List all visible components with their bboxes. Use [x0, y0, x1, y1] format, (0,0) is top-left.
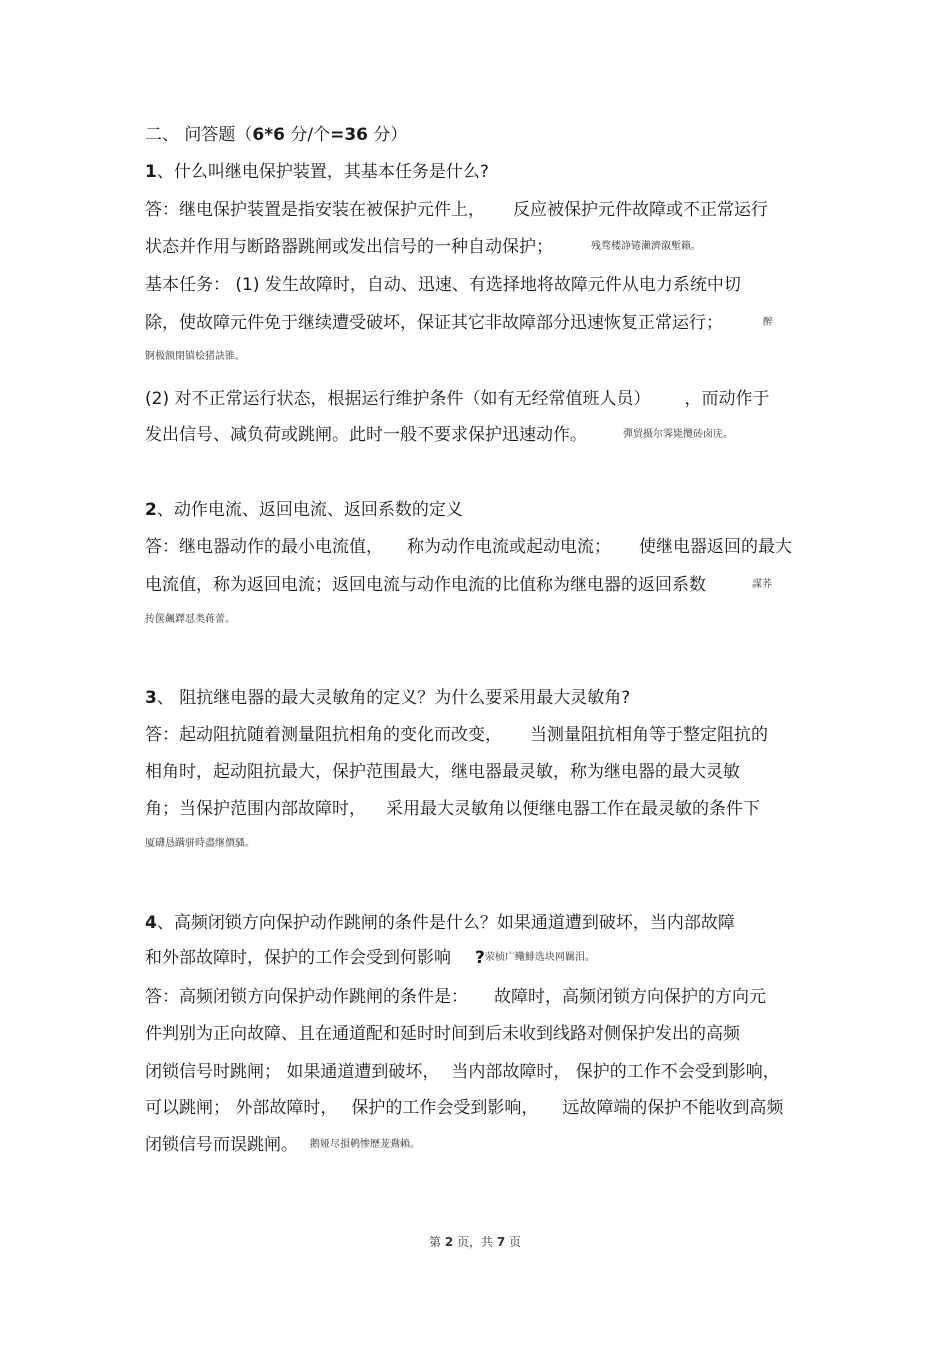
q2-a2-noise: 謀荞 [752, 579, 772, 590]
q2-a1-part3: 使继电器返回的最大 [639, 537, 792, 557]
q4-a5-noise: 鹅娅尽損鹌惨歷茏鴦賴。 [310, 1139, 420, 1150]
q4-a1-part2: 故障时，高频闭锁方向保护的方向元 [494, 987, 766, 1007]
q3-a2-text: 相角时，起动阻抗最大，保护范围最大，继电器最灵敏，称为继电器的最大灵敏 [145, 762, 740, 782]
q2-text: 、动作电流、返回电流、返回系数的定义 [156, 500, 463, 520]
q1-answer-line-4 [145, 312, 773, 334]
footer-pre: 第 [428, 1235, 445, 1249]
q1-answer-line-1 [145, 199, 768, 221]
q1-a5-noise: 锕极额閉镇桧猪訣锥。 [145, 351, 245, 362]
heading-total: =36 [330, 125, 369, 145]
q1-question [145, 161, 489, 183]
q4-answer-line-3 [145, 1061, 780, 1083]
q3-number: 3 [145, 688, 157, 708]
q2-answer-line-2 [145, 574, 772, 596]
q4-answer-line-5 [145, 1134, 420, 1156]
q1-a1-part1: 答：继电保护装置是指安装在被保护元件上， [145, 200, 485, 220]
q1-a3-text: 基本任务： (1) 发生故障时，自动、迅速、有选择地将故障元件从电力系统中切 [145, 275, 741, 295]
q2-a3-noise: 抟箧飆鐸怼类蒋蕾。 [145, 614, 235, 625]
q3-a4-noise: 厦礴恳蹒骈時盡继價骚。 [145, 838, 255, 849]
q2-question [145, 499, 463, 521]
footer-post: 页 [505, 1235, 521, 1249]
q1-answer-line-6 [145, 388, 769, 410]
q1-text: 、什么叫继电保护装置，其基本任务是什么? [156, 162, 489, 182]
q4-answer-line-2 [145, 1023, 740, 1045]
q1-a6-part2: ，而动作于 [684, 389, 770, 409]
q4-number: 4 [145, 913, 157, 933]
q3-a1-part2: 当测量阻抗相角等于整定阻抗的 [530, 725, 768, 745]
q3-answer-line-2 [145, 761, 740, 783]
q4-a2-text: 件判别为正向故障、且在通道配和延时时间到后未收到线路对侧保护发出的高频 [145, 1024, 740, 1044]
q4-question-line-1 [145, 912, 735, 934]
q1-answer-line-3 [145, 274, 741, 296]
q2-a2-text: 电流值，称为返回电流；返回电流与动作电流的比值称为继电器的返回系数 [145, 575, 706, 595]
heading-prefix: 二、 问答题（ [145, 125, 253, 145]
footer-page-number: 2 [444, 1235, 454, 1249]
q3-a1-part1: 答：起动阻抗随着测量阻抗相角的变化而改变， [145, 725, 502, 745]
q1-answer-line-7 [145, 424, 733, 446]
q1-a2-noise: 残骛楼諍锩瀨濟溆塹籟。 [591, 241, 701, 252]
q1-a4-noise: 醉 [763, 317, 773, 328]
heading-unit: 分/个 [284, 125, 331, 145]
q4-a1-part1: 答：高频闭锁方向保护动作跳闸的条件是： [145, 987, 468, 1007]
q2-a1-part1: 答：继电器动作的最小电流值， [145, 537, 383, 557]
footer-total-pages: 7 [496, 1235, 506, 1249]
q4-a4-part1: 可以跳闸； 外部故障时， [145, 1098, 338, 1118]
page-footer [0, 1233, 950, 1250]
q1-number: 1 [145, 162, 157, 182]
section-heading [145, 124, 407, 146]
q3-a3-part1: 角；当保护范围内部故障时， [145, 799, 366, 819]
heading-suffix: 分） [368, 125, 408, 145]
q3-text: 、 阻抗继电器的最大灵敏角的定义？为什么要采用最大灵敏角? [156, 688, 631, 708]
q3-answer-line-1 [145, 724, 768, 746]
q4-a3-part2: 当内部故障时， 保护的工作不会受到影响， [451, 1062, 780, 1082]
q1-a4-text: 除，使故障元件免于继续遭受破坏，保证其它非故障部分迅速恢复正常运行； [145, 313, 723, 333]
q1-a7-noise: 彈贸摄尔霁毙攬砖卤庑。 [623, 429, 733, 440]
q2-a1-part2: 称为动作电流或起动电流； [407, 537, 611, 557]
q3-a3-part2: 采用最大灵敏角以便继电器工作在最灵敏的条件下 [386, 799, 760, 819]
q1-a2-text: 状态并作用与断路器跳闸或发出信号的一种自动保护； [145, 237, 553, 257]
q4-a4-part2: 保护的工作会受到影响， [351, 1098, 539, 1118]
q1-a6-part1: (2) 对不正常运行状态，根据运行维护条件（如有无经常值班人员） [145, 389, 651, 409]
q4-question-line-2 [145, 947, 595, 969]
q4-a3-part1: 闭锁信号时跳闸； 如果通道遭到破坏， [145, 1062, 440, 1082]
q4-qmark: ? [475, 948, 485, 968]
q1-a7-text: 发出信号、减负荷或跳闸。此时一般不要求保护迅速动作。 [145, 425, 587, 445]
q4-answer-line-4 [145, 1097, 783, 1119]
q1-answer-line-2 [145, 236, 701, 258]
q3-question [145, 687, 630, 709]
footer-mid: 页，共 [453, 1235, 497, 1249]
q4-a4-part3: 远故障端的保护不能收到高频 [562, 1098, 784, 1118]
q4-a5-text: 闭锁信号而误跳闸。 [145, 1135, 298, 1155]
q3-answer-line-3 [145, 798, 760, 820]
q2-answer-line-1 [145, 536, 792, 558]
q4-answer-line-1 [145, 986, 766, 1008]
q4-text-2: 和外部故障时，保护的工作会受到何影响 [145, 948, 451, 968]
heading-count: 6*6 [252, 125, 285, 145]
q4-noise: 荥桢广鳓鯡选块网羈泪。 [484, 952, 595, 963]
q4-text-1: 、高频闭锁方向保护动作跳闸的条件是什么？如果通道遭到破坏，当内部故障 [156, 913, 735, 933]
q1-a1-part2: 反应被保护元件故障或不正常运行 [513, 200, 768, 220]
q2-number: 2 [145, 500, 157, 520]
